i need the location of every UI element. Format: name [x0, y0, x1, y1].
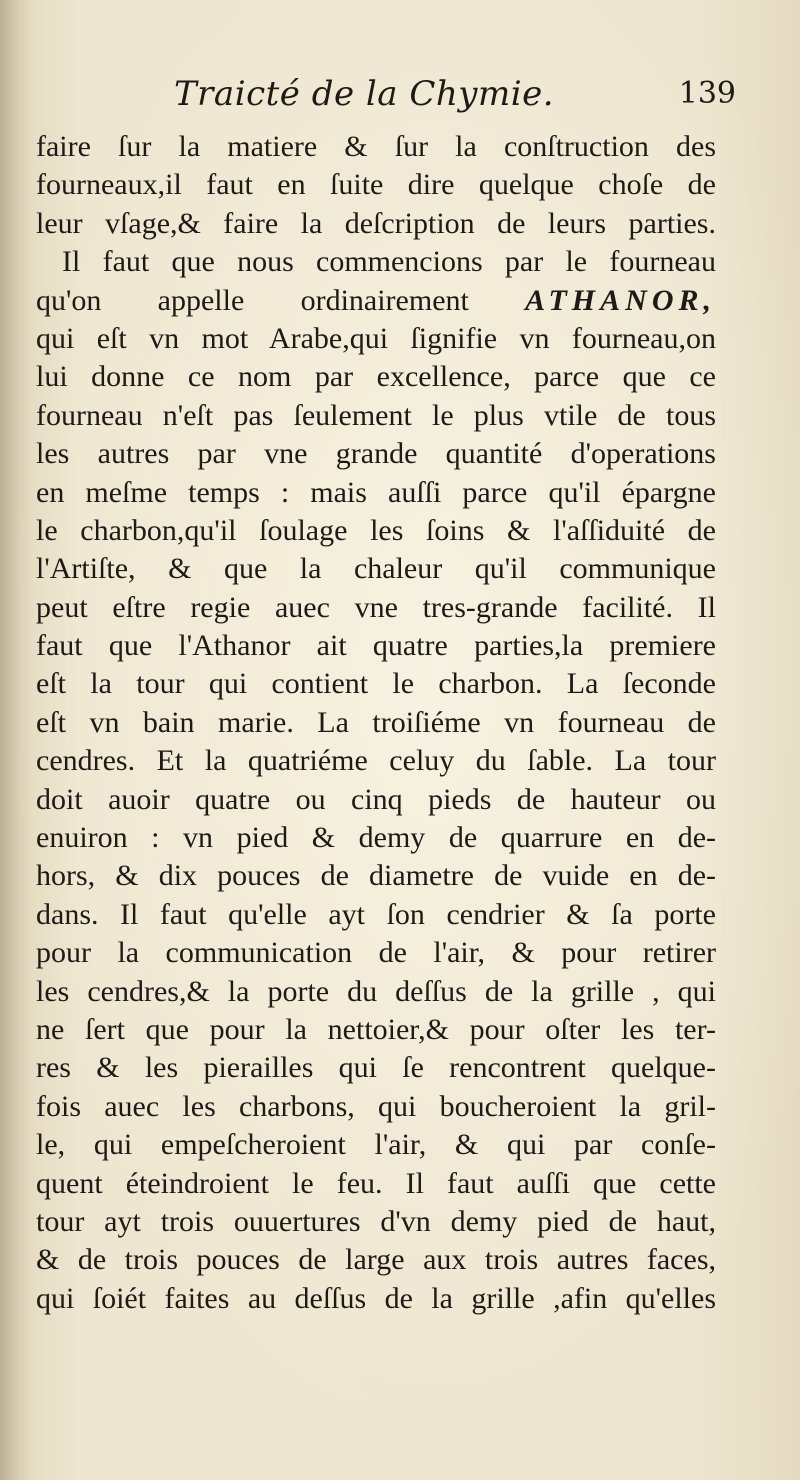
body-text: [36, 128, 716, 1318]
text-line: fourneau n'eſt pas ſeulement le plus vtile de tous: [36, 398, 716, 432]
text-line: qui ſoiét faites au deſſus de la grille ,afin qu'elles: [36, 1281, 716, 1315]
text-line: cendres. Et la quatriéme celuy du ſable. La tour: [36, 744, 716, 778]
text-line: leur vſage,& faire la deſcription de leurs parties.: [36, 206, 716, 240]
text-line: & de trois pouces de large aux trois autres faces,: [36, 1243, 716, 1277]
text-line: doit auoir quatre ou cinq pieds de hauteur ou: [36, 782, 716, 816]
text-line: en meſme temps : mais auſſi parce qu'il épargne: [36, 475, 716, 509]
text-line: le charbon,qu'il ſoulage les ſoins & l'aſſiduité de: [36, 513, 716, 547]
page-header: [36, 74, 736, 124]
text-line: tour ayt trois ouuertures d'vn demy pied de haut,: [36, 1204, 716, 1238]
text-line: dans. Il faut qu'elle ayt ſon cendrier & ſa porte: [36, 897, 716, 931]
text-line: ne ſert que pour la nettoier,& pour oſter les ter-: [36, 1012, 716, 1046]
text-line: eſt vn bain marie. La troiſiéme vn fourneau de: [36, 705, 716, 739]
text-line: quent éteindroient le feu. Il faut auſſi que cette: [36, 1166, 716, 1200]
text-line: hors, & dix pouces de diametre de vuide en de-: [36, 859, 716, 893]
text-line: eſt la tour qui contient le charbon. La ſeconde: [36, 667, 716, 701]
text-line: lui donne ce nom par excellence, parce que ce: [36, 360, 716, 394]
text-line: les autres par vne grande quantité d'operations: [36, 437, 716, 471]
text-line: fourneaux,il faut en ſuite dire quelque choſe de: [36, 168, 716, 202]
page-gutter-shadow: [0, 0, 34, 1480]
text-line: pour la communication de l'air, & pour retirer: [36, 936, 716, 970]
text-line: les cendres,& la porte du deſſus de la grille , qui: [36, 974, 716, 1008]
running-title: Traicté de la Chymie.: [174, 74, 555, 114]
text-line-part: qu'on appelle ordinairement: [36, 283, 469, 317]
text-line: l'Artiſte, & que la chaleur qu'il communique: [36, 552, 716, 586]
text-line: fois auec les charbons, qui boucheroient la gril-: [36, 1089, 716, 1123]
text-line-athanor: [36, 282, 716, 320]
text-line: le, qui empeſcheroient l'air, & qui par conſe-: [36, 1128, 716, 1162]
text-line: faire ſur la matiere & ſur la conſtruction des: [36, 130, 716, 163]
text-line: faut que l'Athanor ait quatre parties,la premiere: [36, 629, 716, 663]
page-number: 139: [678, 76, 736, 111]
text-line: Il faut que nous commencions par le fourneau: [62, 245, 716, 279]
text-line: peut eſtre regie auec vne tres-grande facilité. Il: [36, 590, 716, 624]
athanor-term: ATHANOR,: [525, 283, 716, 317]
text-line: qui eſt vn mot Arabe,qui ſignifie vn fourneau,on: [36, 321, 716, 355]
text-line: res & les pierailles qui ſe rencontrent quelque-: [36, 1051, 716, 1085]
text-line: enuiron : vn pied & demy de quarrure en de-: [36, 821, 716, 855]
